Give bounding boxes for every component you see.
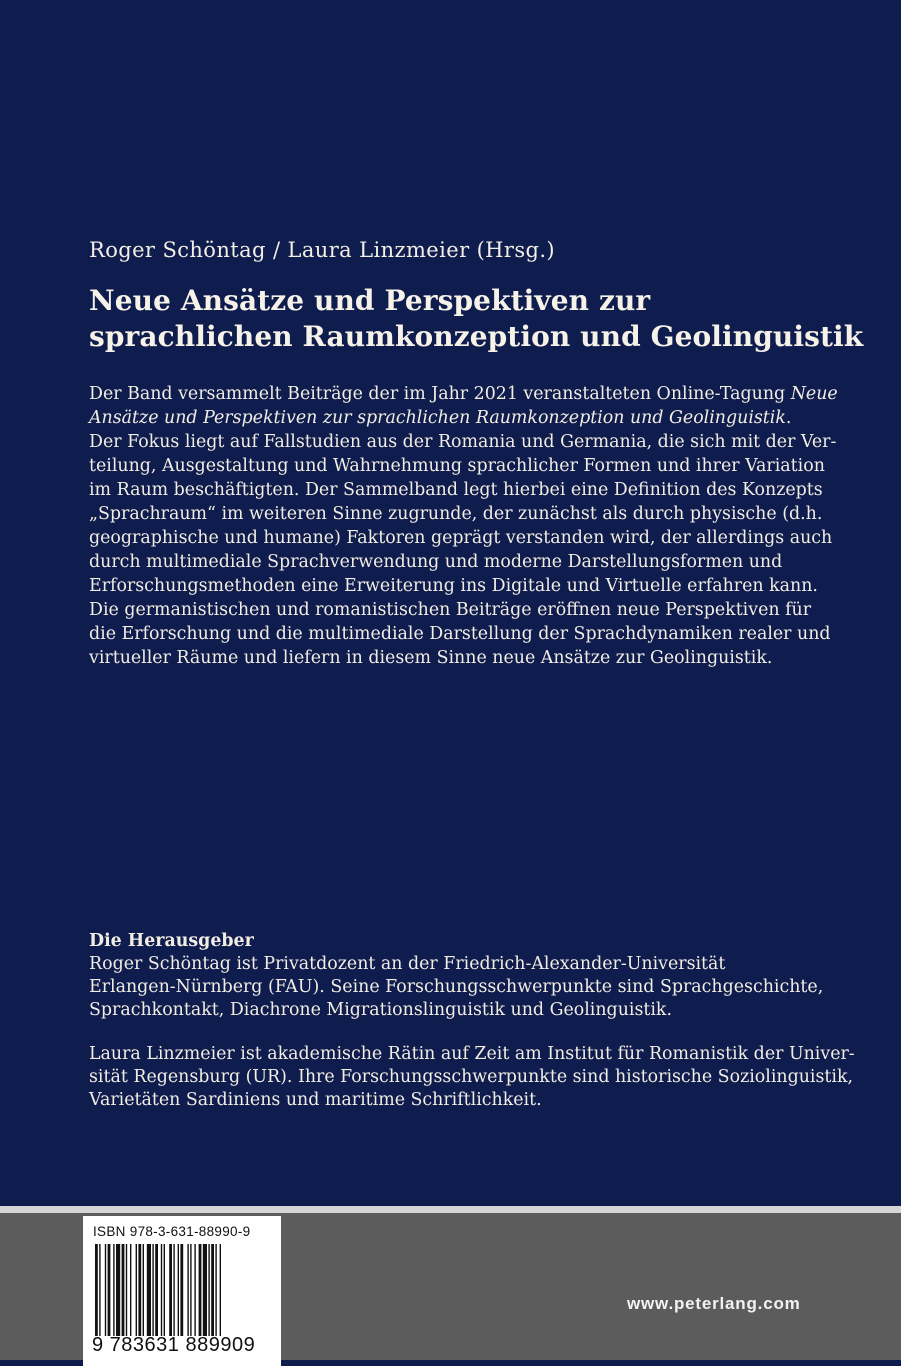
bio-line: Laura Linzmeier ist akademische Rätin auf Zeit am Institut für Romanistik der Univer-	[89, 1044, 855, 1064]
blurb-line: durch multimediale Sprachverwendung und moderne Darstellungsformen und	[89, 552, 783, 572]
blurb-line: teilung, Ausgestaltung und Wahrnehmung sprachlicher Formen und ihrer Variation	[89, 456, 825, 476]
blurb-line: „Sprachraum“ im weiteren Sinne zugrunde, der zunächst als durch physische (d.h.	[89, 504, 823, 524]
paragraph-gap	[89, 1022, 879, 1043]
blurb-line-text: .	[785, 408, 792, 428]
blurb-line	[89, 406, 879, 430]
bio-line: Roger Schöntag ist Privatdozent an der Friedrich-Alexander-Universität	[89, 954, 726, 974]
bio-line: Sprachkontakt, Diachrone Migrationslinguistik und Geolinguistik.	[89, 1000, 672, 1020]
blurb-line	[89, 382, 879, 406]
blurb-line: virtueller Räume und liefern in diesem Sinne neue Ansätze zur Geolinguistik.	[89, 648, 773, 668]
barcode-panel	[83, 1216, 281, 1366]
band-divider	[0, 1206, 901, 1213]
publisher-url: www.peterlang.com	[627, 1294, 801, 1313]
isbn-label: ISBN 978-3-631-88990-9	[93, 1224, 251, 1239]
bio-heading: Die Herausgeber	[89, 931, 254, 951]
blurb-line: Die germanistischen und romanistischen Beiträge eröffnen neue Perspektiven für	[89, 600, 812, 620]
blurb-italic-title: Neue	[790, 384, 838, 404]
blurb-line: Erforschungsmethoden eine Erweiterung ins Digitale und Virtuelle erfahren kann.	[89, 576, 818, 596]
blurb-line: geographische und humane) Faktoren geprägt verstanden wird, der allerdings auch	[89, 528, 833, 548]
blurb-text	[89, 382, 879, 670]
title-line: sprachlichen Raumkonzeption und Geolinguistik	[89, 320, 864, 353]
blurb-line: die Erforschung und die multimediale Darstellung der Sprachdynamiken realer und	[89, 624, 831, 644]
bio-line: sität Regensburg (UR). Ihre Forschungsschwerpunkte sind historische Soziolinguistik,	[89, 1067, 854, 1087]
bottom-band	[0, 1206, 901, 1360]
blurb-line-text: Der Band versammelt Beiträge der im Jahr 2021 veranstalteten Online-Tagung	[89, 384, 791, 404]
editors-line: Roger Schöntag / Laura Linzmeier (Hrsg.)	[89, 238, 556, 262]
bio-line: Varietäten Sardiniens und maritime Schriftlichkeit.	[89, 1090, 542, 1110]
bio-line: Erlangen-Nürnberg (FAU). Seine Forschungsschwerpunkte sind Sprachgeschichte,	[89, 977, 824, 997]
barcode-icon	[95, 1244, 267, 1336]
book-title	[89, 283, 879, 355]
blurb-line: im Raum beschäftigten. Der Sammelband legt hierbei eine Definition des Konzepts	[89, 480, 823, 500]
blurb-italic-title: Ansätze und Perspektiven zur sprachlichen Raumkonzeption und Geolinguistik	[89, 408, 786, 428]
title-line: Neue Ansätze und Perspektiven zur	[89, 284, 651, 317]
barcode-digits: 9 783631 889909	[92, 1334, 256, 1356]
editors-bio	[89, 930, 879, 1112]
blurb-line: Der Fokus liegt auf Fallstudien aus der Romania und Germania, die sich mit der Ver-	[89, 432, 837, 452]
